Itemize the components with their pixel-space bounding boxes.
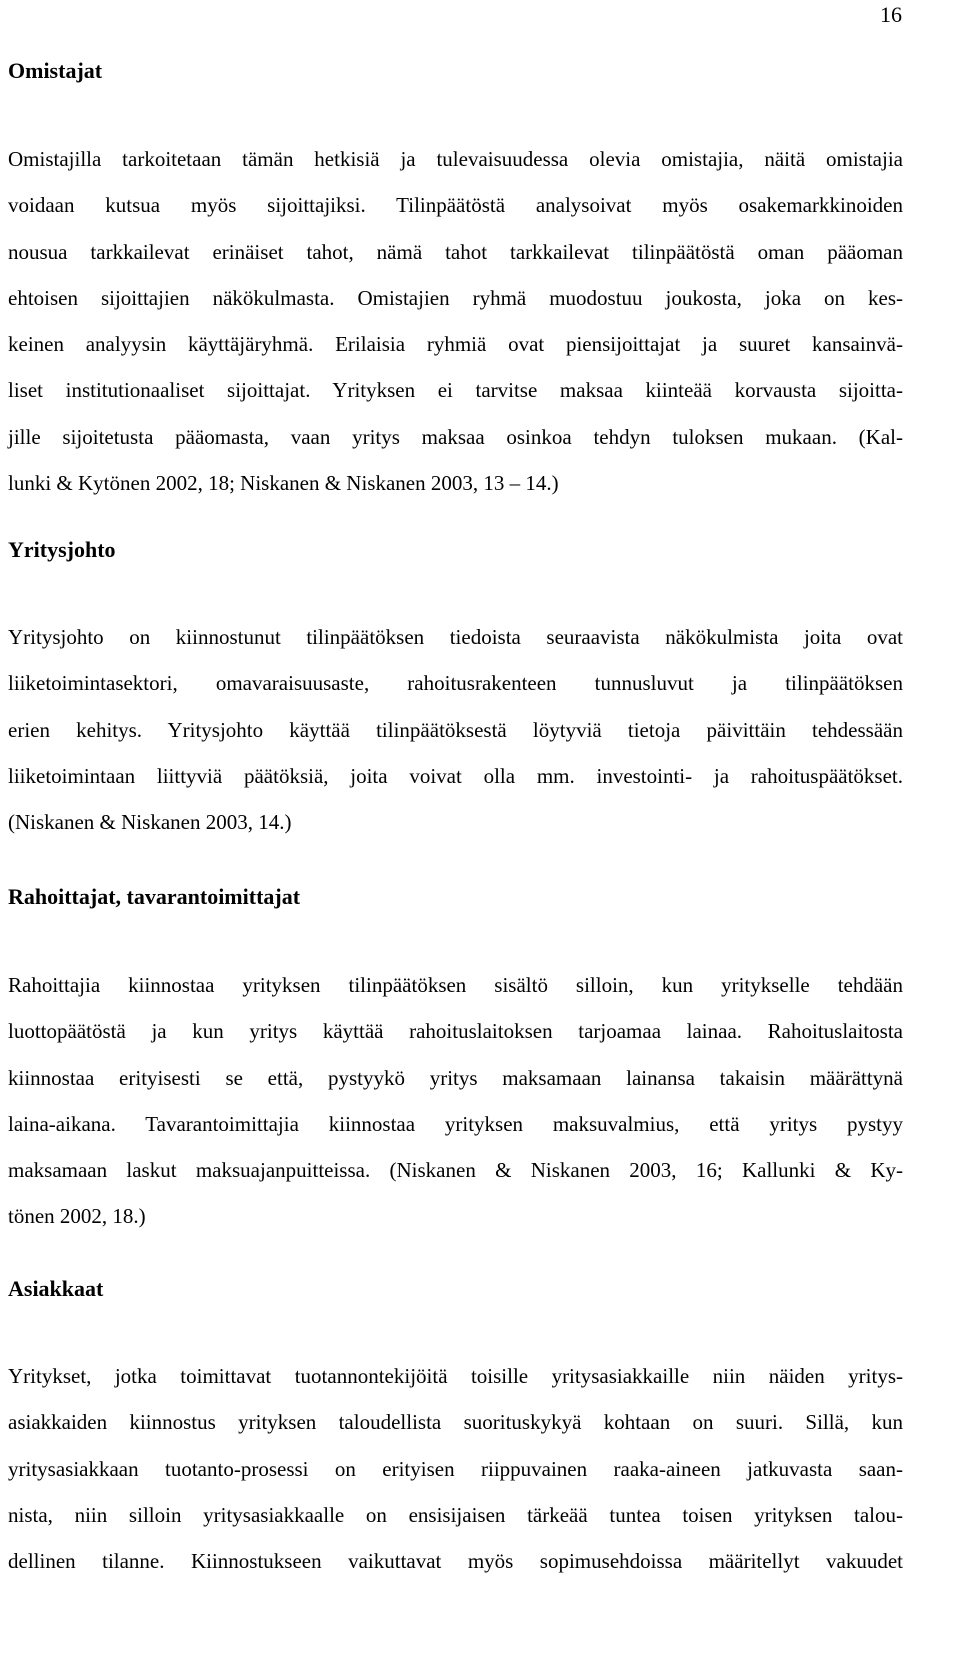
text-line: tönen 2002, 18.) <box>8 1204 146 1229</box>
text-line: jille sijoitetusta pääomasta, vaan yritys maksaa osinkoa tehdyn tuloksen mukaan. (Kal- <box>8 424 903 449</box>
section-heading-rahoittajat: Rahoittajat, tavarantoimittajat <box>8 884 301 909</box>
text-line: kiinnostaa erityisesti se että, pystyykö yritys maksamaan lainansa takaisin määrättynä <box>8 1065 903 1090</box>
text-line: maksamaan laskut maksuajanpuitteissa. (Niskanen & Niskanen 2003, 16; Kallunki & Ky- <box>8 1158 903 1183</box>
text-line: Yritykset, jotka toimittavat tuotannontekijöitä toisille yritysasiakkaille niin näiden yritys- <box>8 1364 903 1388</box>
text-line: liiketoimintaan liittyviä päätöksiä, joita voivat olla mm. investointi- ja rahoituspäätökset. <box>8 763 903 788</box>
text-line: voidaan kutsua myös sijoittajiksi. Tilinpäätöstä analysoivat myös osakemarkkinoiden <box>8 193 903 218</box>
text-line: liset institutionaaliset sijoittajat. Yrityksen ei tarvitse maksaa kiinteää korvausta sijoitta- <box>8 378 903 403</box>
text-line: dellinen tilanne. Kiinnostukseen vaikuttavat myös sopimusehdoissa määritellyt vakuudet <box>8 1549 903 1574</box>
paragraph-yritysjohto <box>8 614 903 845</box>
page-number: 16 <box>880 2 902 27</box>
text-line: liiketoimintasektori, omavaraisuusaste, rahoitusrakenteen tunnusluvut ja tilinpäätöksen <box>8 671 903 696</box>
text-line: Rahoittajia kiinnostaa yrityksen tilinpäätöksen sisältö silloin, kun yritykselle tehdään <box>8 973 903 997</box>
text-line: nista, niin silloin yritysasiakkaalle on ensisijaisen tärkeää tuntea toisen yrityksen talou- <box>8 1502 903 1527</box>
text-line: ehtoisen sijoittajien näkökulmasta. Omistajien ryhmä muodostuu joukosta, joka on kes- <box>8 285 903 310</box>
text-line: laina-aikana. Tavarantoimittajia kiinnostaa yrityksen maksuvalmius, että yritys pystyy <box>8 1111 903 1136</box>
text-line: (Niskanen & Niskanen 2003, 14.) <box>8 810 292 835</box>
text-line: lunki & Kytönen 2002, 18; Niskanen & Niskanen 2003, 13 – 14.) <box>8 471 559 496</box>
text-line: yritysasiakkaan tuotanto-prosessi on erityisen riippuvainen raaka-aineen jatkuvasta saan- <box>8 1456 903 1481</box>
paragraph-asiakkaat <box>8 1353 903 1584</box>
section-heading-yritysjohto: Yritysjohto <box>8 537 116 562</box>
text-line: Yritysjohto on kiinnostunut tilinpäätöksen tiedoista seuraavista näkökulmista joita ovat <box>8 625 903 649</box>
section-heading-omistajat: Omistajat <box>8 58 103 83</box>
text-line: erien kehitys. Yritysjohto käyttää tilinpäätöksestä löytyviä tietoja päivittäin tehdessään <box>8 717 903 742</box>
text-line: asiakkaiden kiinnostus yrityksen taloudellista suorituskykyä kohtaan on suuri. Sillä, kun <box>8 1410 903 1435</box>
text-line: Omistajilla tarkoitetaan tämän hetkisiä ja tulevaisuudessa olevia omistajia, näitä omistajia <box>8 147 903 171</box>
text-line: luottopäätöstä ja kun yritys käyttää rahoituslaitoksen tarjoamaa lainaa. Rahoituslaitosta <box>8 1019 903 1044</box>
paragraph-omistajat <box>8 136 903 506</box>
text-line: keinen analyysin käyttäjäryhmä. Erilaisia ryhmiä ovat piensijoittajat ja suuret kansainvä- <box>8 332 903 357</box>
paragraph-rahoittajat <box>8 962 903 1240</box>
text-line: nousua tarkkailevat erinäiset tahot, nämä tahot tarkkailevat tilinpäätöstä oman pääoman <box>8 239 903 264</box>
section-heading-asiakkaat: Asiakkaat <box>8 1276 104 1301</box>
